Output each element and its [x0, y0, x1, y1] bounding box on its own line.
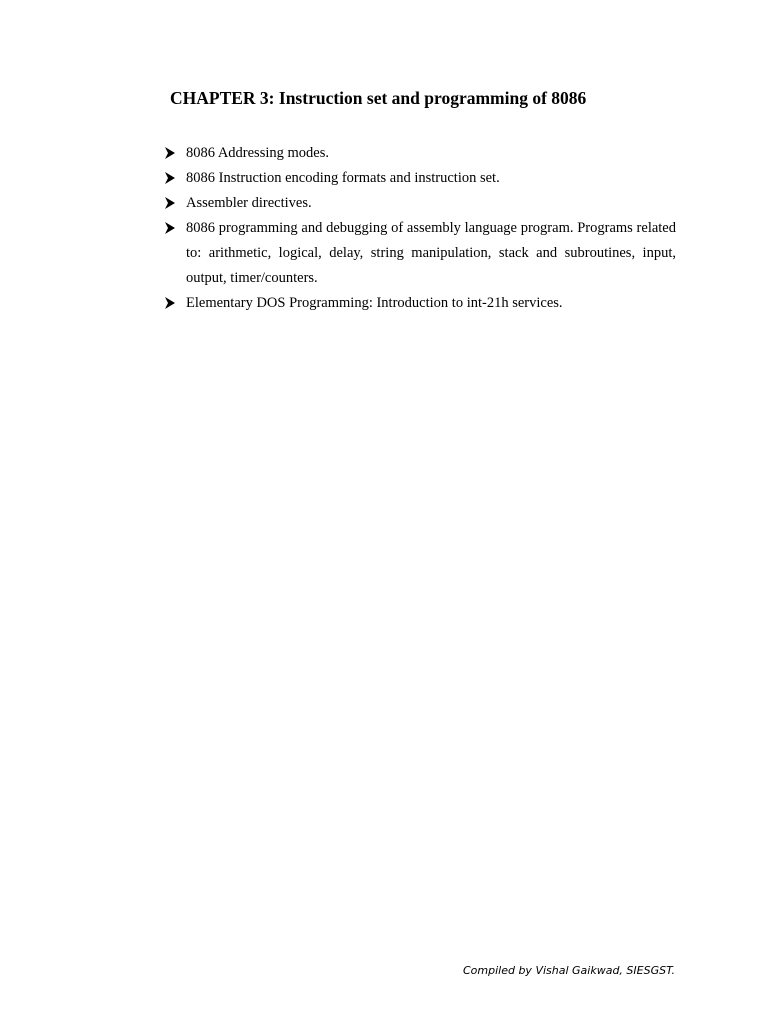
list-item [162, 141, 676, 166]
list-item-text: 8086 programming and debugging of assembly language program. Programs related to: arithmetic, logical, delay, string manipulation, stack and subroutines, input, output, timer/counters. [186, 220, 676, 286]
topic-list [162, 141, 676, 316]
arrowhead-bullet-icon [164, 146, 176, 160]
list-item-text: Assembler directives. [186, 195, 312, 211]
list-item-text: 8086 Instruction encoding formats and instruction set. [186, 170, 500, 186]
page-title: CHAPTER 3: Instruction set and programming of 8086 [170, 88, 587, 108]
arrowhead-bullet-icon [164, 196, 176, 210]
page-footer: Compiled by Vishal Gaikwad, SIESGST. [462, 964, 675, 977]
list-item [162, 166, 676, 191]
arrowhead-bullet-icon [164, 221, 176, 235]
list-item [162, 216, 676, 291]
list-item [162, 291, 676, 316]
arrowhead-bullet-icon [164, 171, 176, 185]
list-item-text: 8086 Addressing modes. [186, 145, 329, 161]
arrowhead-bullet-icon [164, 296, 176, 310]
list-item-text: Elementary DOS Programming: Introduction to int-21h services. [186, 295, 563, 311]
list-item [162, 191, 676, 216]
